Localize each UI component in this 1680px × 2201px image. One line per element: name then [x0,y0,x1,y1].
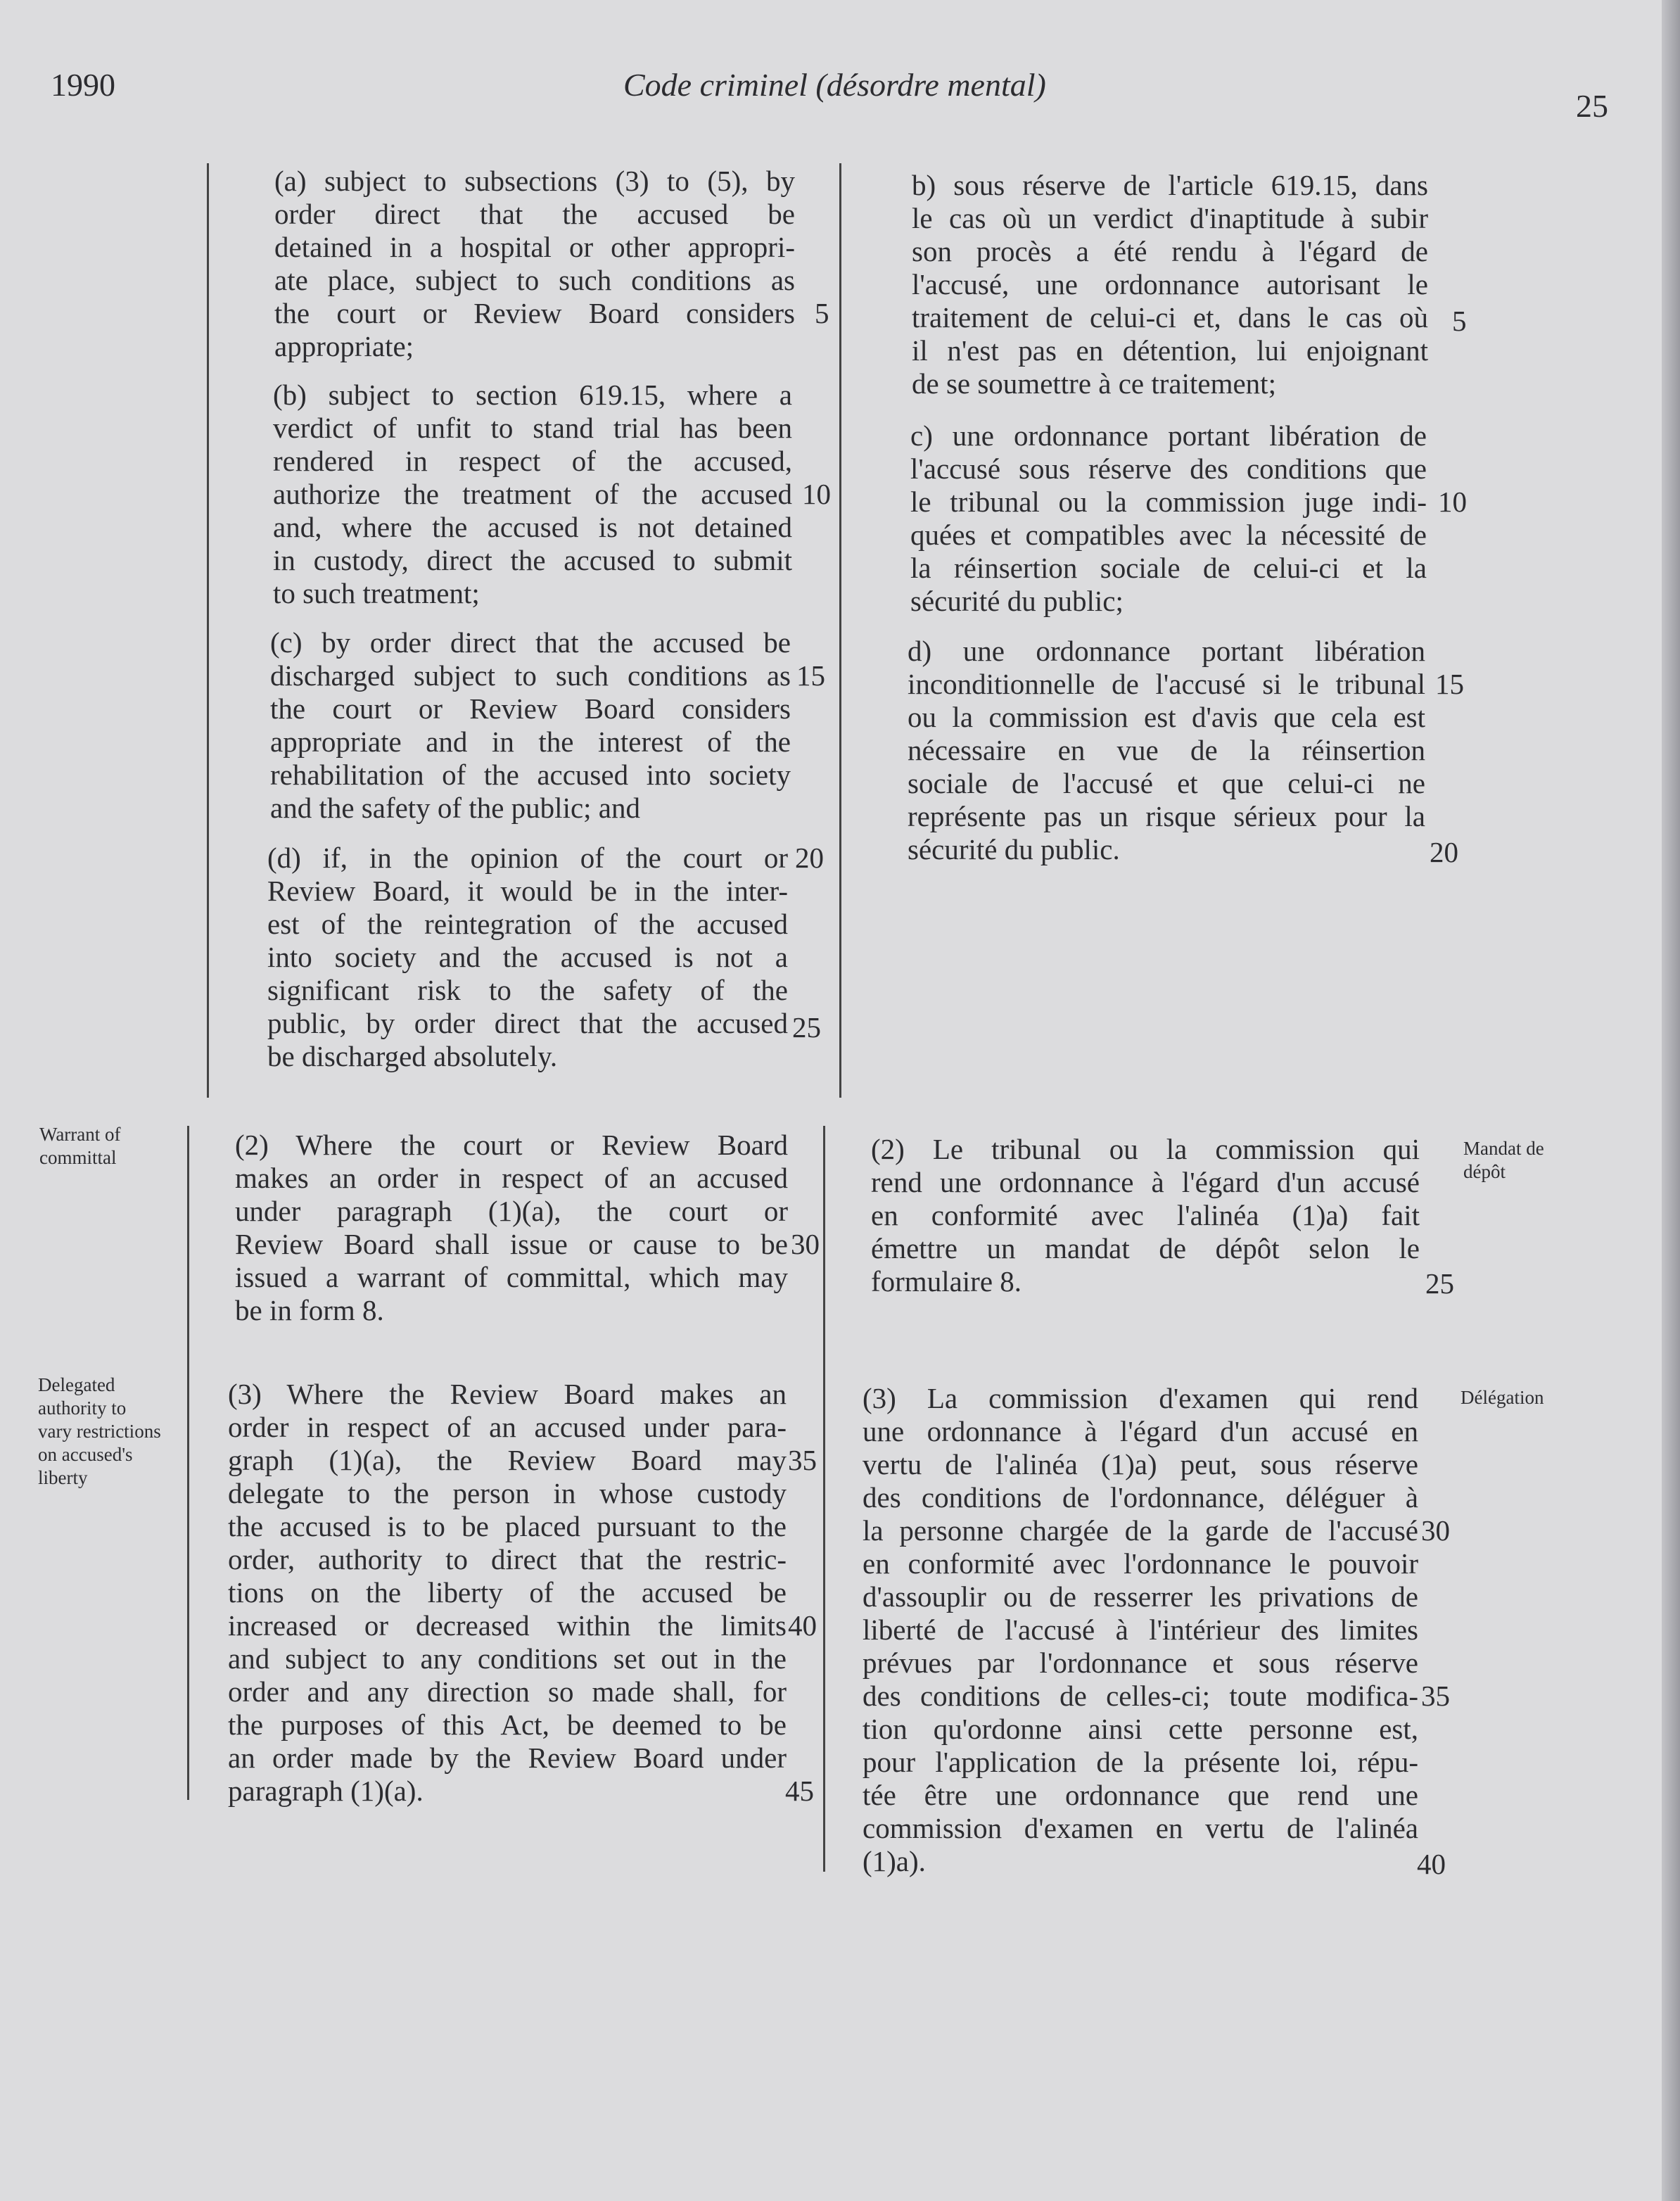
header-year: 1990 [51,67,115,103]
fr-line-number: 35 [1421,1680,1450,1712]
en-paragraph-c: (c) by order direct that the accused be discharged subject to such conditions as the court or Review Board considers appropriate and in the interest of the rehabilitation of the accused into society and the safety of the public; and [270,626,791,824]
en-paragraph-a: (a) subject to subsections (3) to (5), by order direct that the accused be detained in a hospital or other appropri- ate place, subject to such conditions as the court or Review Board considers appropriate; [274,165,795,362]
left-column-rule-lower [187,1126,189,1800]
fr-line-number: 15 [1435,668,1464,700]
en-subsection-2: (2) Where the court or Review Board makes an order in respect of an accused under paragraph (1)(a), the court or Review Board shall issue or cause to be issued a warrant of committal, which may be in form 8. [235,1129,788,1326]
fr-subsection-2: (2) Le tribunal ou la commission qui rend une ordonnance à l'égard d'un accusé en conformité avec l'alinéa (1)a) fait émettre un mandat de dépôt selon le formulaire 8. [871,1133,1420,1298]
en-line-number: 30 [791,1228,820,1260]
fr-line-number: 30 [1421,1514,1450,1547]
en-line-number: 40 [788,1609,817,1642]
fr-paragraph-b: b) sous réserve de l'article 619.15, dans le cas où un verdict d'inaptitude à subir son procès a été rendu à l'égard de l'accusé, une ordonnance autorisant le traitement de celui-ci et, dans le cas où il n'est pas en détention, lui enjoignant de se soumettre à ce traitement; [912,169,1428,400]
margin-note-delegation: Délégation [1461,1387,1544,1408]
en-line-number: 35 [788,1444,817,1476]
en-subsection-3: (3) Where the Review Board makes an order in respect of an accused under para- graph (1)(a), the Review Board may delegate to the person in whose custody the accused is to be placed pursuant to the order, authority to direct that the restric- tions on the liberty of the accused be increased or decreased within the limits and subject to any conditions set out in the order and any direction so made shall, for the purposes of this Act, be deemed to be an order made by the Review Board under paragraph (1)(a). [228,1378,787,1807]
fr-line-number: 25 [1425,1267,1454,1300]
fr-paragraph-d: d) une ordonnance portant libération inconditionnelle de l'accusé si le tribunal ou la commission est d'avis que cela est nécessaire en vue de la réinsertion sociale de l'accusé et que celui-ci ne représente pas un risque sérieux pour la sécurité du public. [908,635,1425,865]
fr-line-number: 10 [1438,486,1467,518]
page-number: 25 [1576,88,1608,124]
center-column-rule [839,163,841,1098]
header-title: Code criminel (désordre mental) [623,67,1046,103]
center-column-rule-lower [823,1126,825,1872]
fr-paragraph-c: c) une ordonnance portant libération de l'accusé sous réserve des conditions que le tribunal ou la commission juge indi- quées et compatibles avec la nécessité de la réinsertion sociale de celui-ci et la sécurité du public; [910,419,1427,617]
page-edge-shadow [1662,0,1680,2201]
fr-line-number: 20 [1430,836,1458,868]
en-line-number: 10 [802,478,831,510]
en-line-number: 25 [792,1011,821,1044]
en-line-number: 15 [796,659,825,692]
en-paragraph-b: (b) subject to section 619.15, where a verdict of unfit to stand trial has been rendered in respect of the accused, authorize the treatment of the accused and, where the accused is not detained in custody, direct the accused to submit to such treatment; [273,379,792,609]
fr-line-number: 40 [1417,1848,1446,1880]
en-line-number: 45 [785,1775,814,1807]
margin-note-delegated-authority: Delegated authority to vary restrictions on accused's liberty [38,1374,161,1488]
left-column-rule [207,163,209,1098]
en-line-number: 20 [795,842,824,874]
en-line-number: 5 [815,297,829,329]
fr-subsection-3: (3) La commission d'examen qui rend une ordonnance à l'égard d'un accusé en vertu de l'alinéa (1)a) peut, sous réserve des conditions de l'ordonnance, déléguer à la personne chargée de la garde de l'accusé en conformité avec l'ordonnance le pouvoir d'assouplir ou de resserrer les privations de liberté de l'accusé à l'intérieur des limites prévues par l'ordonnance et sous réserve des conditions de celles-ci; toute modifica- tion qu'ordonne ainsi cette personne est, pour l'application de la présente loi, répu- tée être une ordonnance que rend une commission d'examen en vertu de l'alinéa (1)a). [863,1382,1418,1877]
en-paragraph-d: (d) if, in the opinion of the court or Review Board, it would be in the inter- est of the reintegration of the accused into society and the accused is not a significant risk to the safety of the public, by order direct that the accused be discharged absolutely. [267,842,788,1072]
margin-note-warrant-of-committal: Warrant of committal [39,1124,121,1168]
fr-line-number: 5 [1452,305,1467,337]
margin-note-mandat-de-depot: Mandat de dépôt [1463,1138,1544,1182]
